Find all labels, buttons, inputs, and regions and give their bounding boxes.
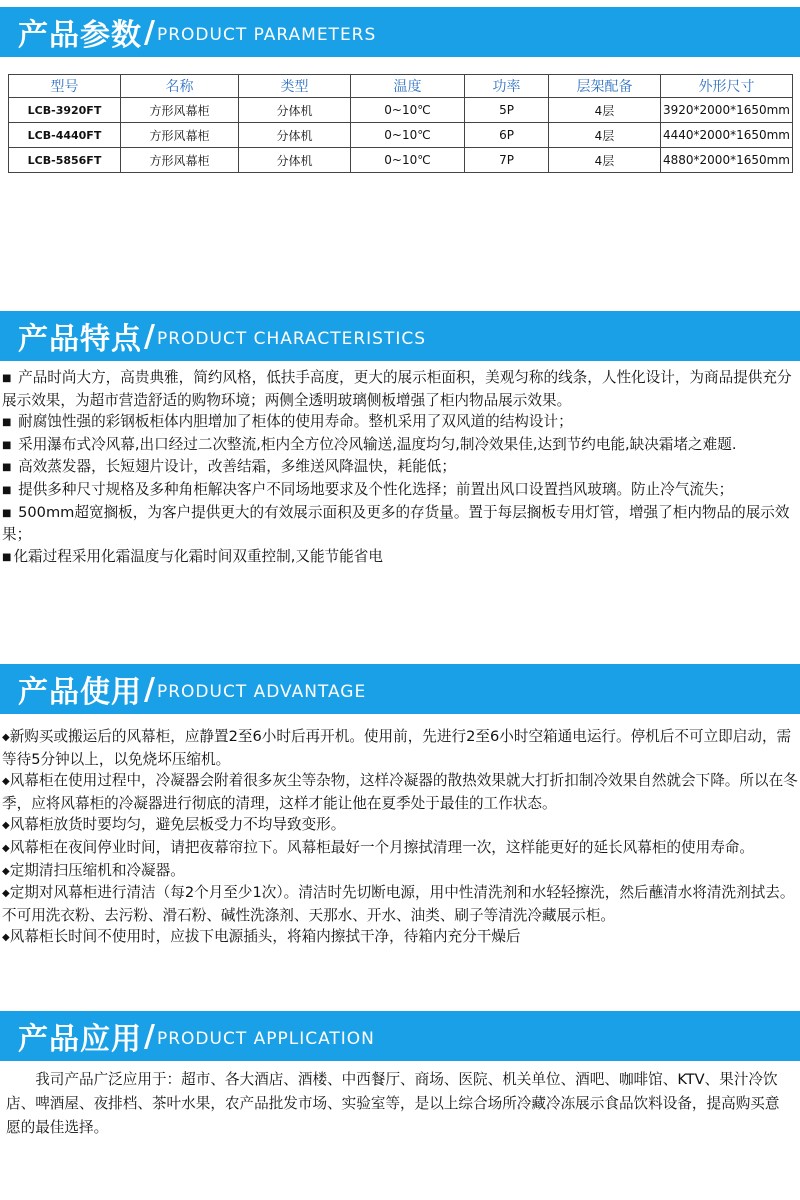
list-item-text: 新购买或搬运后的风幕柜，应静置2至6小时后再开机。使用前，先进行2至6小时空箱通电运行。停机后不可立即启动，需等待5分钟以上，以免烧坏压缩机。 <box>2 728 792 768</box>
list-item-text: 风幕柜在夜间停业时间，请把夜幕帘拉下。风幕柜最好一个月擦拭清理一次，这样能更好的延长风幕柜的使用寿命。 <box>9 838 754 856</box>
list-item <box>2 434 798 457</box>
list-item-text: 采用瀑布式冷风幕,出口经过二次整流,柜内全方位冷风输送,温度均匀,制冷效果佳,达到节约电能,缺决霜堵之难题. <box>18 435 737 453</box>
list-item-text: 定期清扫压缩机和冷凝器。 <box>9 861 185 879</box>
square-bullet-icon: ■ <box>2 373 12 384</box>
list-item <box>2 837 798 860</box>
column-header: 温度 <box>351 75 465 98</box>
column-header: 类型 <box>239 75 351 98</box>
list-item <box>2 479 798 502</box>
list-item <box>2 411 798 434</box>
table-cell: LCB-5856FT <box>9 148 121 173</box>
table-row <box>9 123 793 148</box>
square-bullet-icon: ■ <box>2 551 12 563</box>
list-item <box>2 926 798 949</box>
list-item-text: 高效蒸发器，长短翅片设计，改善结霜，多维送风降温快，耗能低； <box>18 458 456 476</box>
parameters-table <box>8 74 793 173</box>
table-cell: 分体机 <box>239 148 351 173</box>
square-bullet-icon: ■ <box>2 507 12 519</box>
diamond-bullet-icon: ◆ <box>2 776 10 788</box>
list-item <box>2 860 798 883</box>
list-item-text: 化霜过程采用化霜温度与化霜时间双重控制,又能节能省电 <box>13 547 383 565</box>
section-title-en: PRODUCT CHARACTERISTICS <box>156 329 427 349</box>
table-cell: LCB-3920FT <box>9 98 121 123</box>
section-header-application <box>0 1011 800 1061</box>
diamond-bullet-icon: ◆ <box>2 842 10 854</box>
section-title-slash: / <box>144 671 155 707</box>
section-title-zh: 产品使用 <box>18 675 142 710</box>
list-item <box>2 456 798 479</box>
list-item-text: 定期对风幕柜进行清洁（每2个月至少1次）。清洁时先切断电源，用中性清洗剂和水轻轻擦洗，然后蘸清水将清洗剂拭去。不可用洗衣粉、去污粉、滑石粉、碱性洗涤剂、天那水、开水、油类、刷子等清洗冷藏展示柜。 <box>2 884 795 924</box>
section-title-slash: / <box>144 318 155 354</box>
list-item <box>2 814 798 837</box>
list-item <box>2 882 798 926</box>
list-item-text: 风幕柜在使用过程中，冷凝器会附着很多灰尘等杂物，这样冷凝器的散热效果就大打折扣制冷效果自然就会下降。所以在冬季，应将风幕柜的冷凝器进行彻底的清理，这样才能让他在夏季处于最佳的工作状态。 <box>2 772 798 812</box>
list-item-text: 耐腐蚀性强的彩钢板柜体内胆增加了柜体的使用寿命。整机采用了双风道的结构设计； <box>18 413 573 431</box>
column-header: 外形尺寸 <box>661 75 793 98</box>
list-item <box>2 367 798 411</box>
table-cell: 分体机 <box>239 98 351 123</box>
table-cell: 4层 <box>549 98 661 123</box>
table-cell: 7P <box>465 148 549 173</box>
square-bullet-icon: ■ <box>2 417 12 429</box>
diamond-bullet-icon: ◆ <box>2 888 10 900</box>
list-item-text: 风幕柜长时间不使用时，应拔下电源插头，将箱内擦拭干净，待箱内充分干燥后 <box>9 928 521 946</box>
application-paragraph <box>0 1068 800 1140</box>
square-bullet-icon: ■ <box>2 462 12 474</box>
table-cell: 4层 <box>549 148 661 173</box>
table-cell: 6P <box>465 123 549 148</box>
section-header-characteristics <box>0 311 800 361</box>
table-cell: 4层 <box>549 123 661 148</box>
section-title-zh: 产品参数 <box>18 18 142 53</box>
characteristics-list <box>0 367 800 568</box>
advantage-list <box>0 726 800 949</box>
diamond-bullet-icon: ◆ <box>2 820 10 832</box>
application-text: 我司产品广泛应用于：超市、各大酒店、酒楼、中西餐厅、商场、医院、机关单位、酒吧、咖啡馆、KTV、果汁冷饮店、啤酒屋、夜排档、茶叶水果，农产品批发市场、实验室等，是以上综合场所冷藏冷冻展示食品饮料设备，提高购买意愿的最佳选择。 <box>6 1071 780 1136</box>
table-cell: 0~10℃ <box>351 123 465 148</box>
list-item-text: 风幕柜放货时要均匀，避免层板受力不均导致变形。 <box>9 816 346 834</box>
column-header: 名称 <box>121 75 239 98</box>
section-title-en: PRODUCT PARAMETERS <box>156 25 377 45</box>
list-item-text: 产品时尚大方，高贵典雅，简约风格，低扶手高度，更大的展示柜面积，美观匀称的线条，人性化设计，为商品提供充分展示效果，为超市营造舒适的购物环境；两侧全透明玻璃侧板增强了柜内物品展示效果。 <box>2 369 792 409</box>
section-title-zh: 产品特点 <box>18 322 142 357</box>
list-item <box>2 726 798 770</box>
column-header: 功率 <box>465 75 549 98</box>
diamond-bullet-icon: ◆ <box>2 865 10 877</box>
table-cell: 0~10℃ <box>351 148 465 173</box>
table-header-row <box>9 75 793 98</box>
section-title-en: PRODUCT ADVANTAGE <box>156 682 367 702</box>
table-cell: LCB-4440FT <box>9 123 121 148</box>
table-row <box>9 98 793 123</box>
square-bullet-icon: ■ <box>2 439 12 451</box>
table-cell: 3920*2000*1650mm <box>661 98 793 123</box>
list-item <box>2 502 798 546</box>
table-cell: 方形风幕柜 <box>121 123 239 148</box>
table-cell: 5P <box>465 98 549 123</box>
section-title-en: PRODUCT APPLICATION <box>156 1029 375 1049</box>
table-row <box>9 148 793 173</box>
section-title-slash: / <box>144 14 155 50</box>
list-item-text: 500mm超宽搁板，为客户提供更大的有效展示面积及更多的存货量。置于每层搁板专用灯管，增强了柜内物品的展示效果； <box>2 503 790 544</box>
column-header: 型号 <box>9 75 121 98</box>
table-cell: 方形风幕柜 <box>121 98 239 123</box>
table-cell: 4880*2000*1650mm <box>661 148 793 173</box>
table-cell: 方形风幕柜 <box>121 148 239 173</box>
diamond-bullet-icon: ◆ <box>2 932 10 944</box>
section-title-slash: / <box>144 1018 155 1054</box>
table-cell: 4440*2000*1650mm <box>661 123 793 148</box>
table-cell: 0~10℃ <box>351 98 465 123</box>
list-item-text: 提供多种尺寸规格及多种角柜解决客户不同场地要求及个性化选择；前置出风口设置挡风玻璃。防止冷气流失； <box>18 480 734 498</box>
column-header: 层架配备 <box>549 75 661 98</box>
section-header-parameters <box>0 7 800 57</box>
section-title-zh: 产品应用 <box>18 1022 142 1057</box>
square-bullet-icon: ■ <box>2 484 12 496</box>
diamond-bullet-icon: ◆ <box>2 732 10 743</box>
section-header-advantage <box>0 664 800 714</box>
table-cell: 分体机 <box>239 123 351 148</box>
list-item <box>2 770 798 814</box>
list-item <box>2 546 798 569</box>
